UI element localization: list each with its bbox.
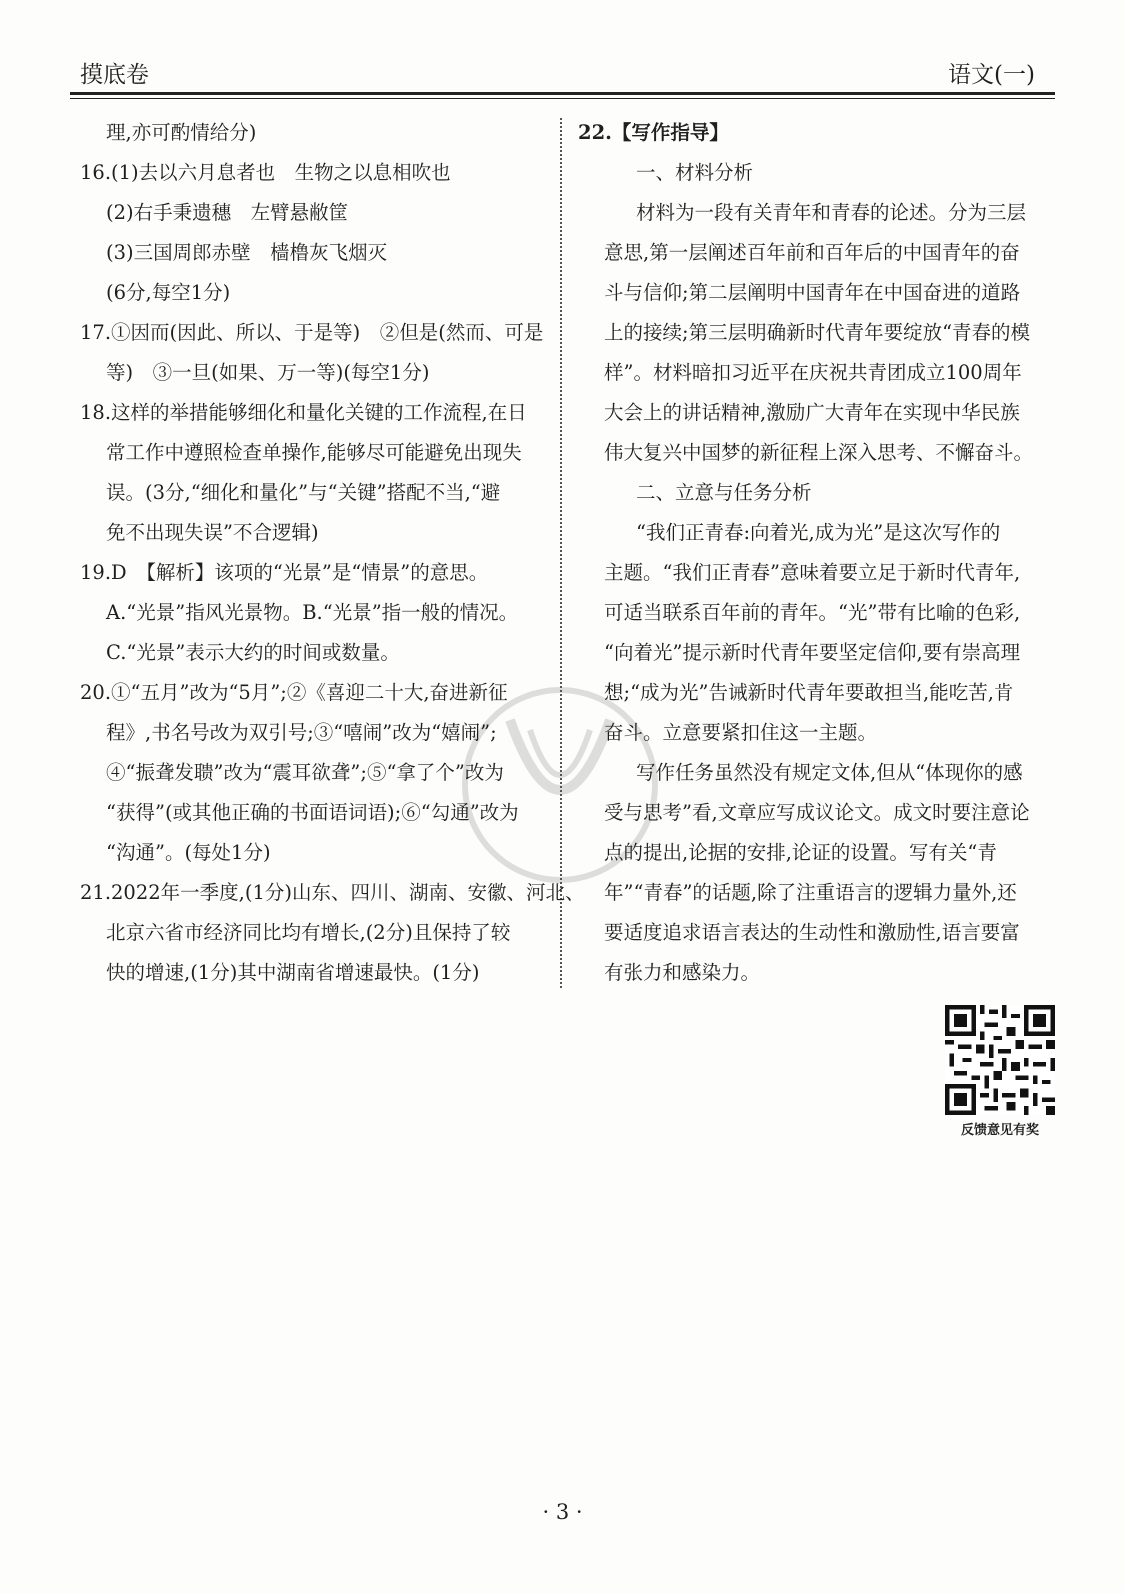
guide-line: 有张力和感染力。	[604, 961, 761, 984]
guide-line: 主题。“我们正青春”意味着要立足于新时代青年,	[604, 561, 1021, 584]
guide-line: 伟大复兴中国梦的新征程上深入思考、不懈奋斗。	[604, 441, 1034, 464]
section-heading: 一、材料分析	[636, 161, 754, 184]
guide-line: “向着光”提示新时代青年要坚定信仰,要有崇高理	[604, 641, 1021, 664]
column-divider	[560, 118, 562, 988]
answer-line: 快的增速,(1分)其中湖南省增速最快。(1分)	[106, 961, 480, 984]
header-subject: 语文(一)	[948, 62, 1035, 88]
answer-line: 常工作中遵照检查单操作,能够尽可能避免出现失	[106, 441, 522, 464]
answer-line: 程》,书名号改为双引号;③“嘻闹”改为“嬉闹”;	[106, 721, 497, 744]
answer-line: A.“光景”指风光景物。B.“光景”指一般的情况。	[106, 601, 519, 624]
guide-line: 年”“青春”的话题,除了注重语言的逻辑力量外,还	[604, 881, 1017, 904]
guide-line: 意思,第一层阐述百年前和百年后的中国青年的奋	[604, 241, 1020, 264]
answer-line: 19.D 【解析】该项的“光景”是“情景”的意思。	[80, 561, 489, 584]
header-title: 摸底卷	[80, 62, 149, 88]
qr-label: 反馈意见有奖	[960, 1123, 1039, 1138]
answer-column-right	[578, 113, 1058, 993]
feedback-qr[interactable]	[940, 1005, 1060, 1138]
guide-line: 想;“成为光”告诫新时代青年要敢担当,能吃苦,肯	[604, 681, 1014, 704]
answer-line: 等) ③一旦(如果、万一等)(每空1分)	[106, 361, 430, 384]
header-rule-thin	[70, 98, 1055, 99]
answer-line: 免不出现失误”不合逻辑)	[106, 521, 319, 544]
qr-code-icon[interactable]	[945, 1005, 1055, 1115]
answer-line: 北京六省市经济同比均有增长,(2分)且保持了较	[106, 921, 511, 944]
page-number: · 3 ·	[542, 1500, 583, 1524]
answer-line: 误。(3分,“细化和量化”与“关键”搭配不当,“避	[106, 481, 501, 504]
answer-line: ④“振聋发聩”改为“震耳欲聋”;⑤“拿了个”改为	[106, 761, 504, 784]
guide-line: 样”。材料暗扣习近平在庆祝共青团成立100周年	[604, 361, 1022, 384]
guide-line: 要适度追求语言表达的生动性和激励性,语言要富	[604, 921, 1020, 944]
answer-line: 18.这样的举措能够细化和量化关键的工作流程,在日	[80, 401, 527, 424]
guide-line: 材料为一段有关青年和青春的论述。分为三层	[636, 201, 1027, 224]
answer-line: C.“光景”表示大约的时间或数量。	[106, 641, 400, 664]
guide-line: 点的提出,论据的安排,论证的设置。写有关“青	[604, 841, 997, 864]
guide-line: 斗与信仰;第二层阐明中国青年在中国奋进的道路	[604, 281, 1021, 304]
answer-column-left	[80, 113, 585, 993]
answer-line: (6分,每空1分)	[106, 281, 231, 304]
answer-line: 17.①因而(因此、所以、于是等) ②但是(然而、可是	[80, 321, 544, 344]
header-rule-thick	[70, 92, 1055, 95]
guide-line: 奋斗。立意要紧扣住这一主题。	[604, 721, 878, 744]
answer-line: (3)三国周郎赤壁 樯橹灰飞烟灭	[106, 241, 388, 264]
section-heading: 二、立意与任务分析	[636, 481, 812, 504]
answer-line: (2)右手秉遗穗 左臂悬敝筐	[106, 201, 349, 224]
answer-line: 21.2022年一季度,(1分)山东、四川、湖南、安徽、河北、	[80, 881, 585, 904]
answer-line: 理,亦可酌情给分)	[106, 121, 257, 144]
guide-line: “我们正青春:向着光,成为光”是这次写作的	[636, 521, 1001, 544]
guide-line: 上的接续;第三层明确新时代青年要绽放“青春的模	[604, 321, 1031, 344]
answer-line: 16.(1)去以六月息者也 生物之以息相吹也	[80, 161, 451, 184]
answer-line: “沟通”。(每处1分)	[106, 841, 271, 864]
q22-title: 22.【写作指导】	[578, 121, 729, 144]
guide-line: 大会上的讲话精神,激励广大青年在实现中华民族	[604, 401, 1020, 424]
answer-line: “获得”(或其他正确的书面语词语);⑥“勾通”改为	[106, 801, 519, 824]
answer-line: 20.①“五月”改为“5月”;②《喜迎二十大,奋进新征	[80, 681, 508, 704]
guide-line: 写作任务虽然没有规定文体,但从“体现你的感	[636, 761, 1023, 784]
guide-line: 受与思考”看,文章应写成议论文。成文时要注意论	[604, 801, 1030, 824]
guide-line: 可适当联系百年前的青年。“光”带有比喻的色彩,	[604, 601, 1021, 624]
